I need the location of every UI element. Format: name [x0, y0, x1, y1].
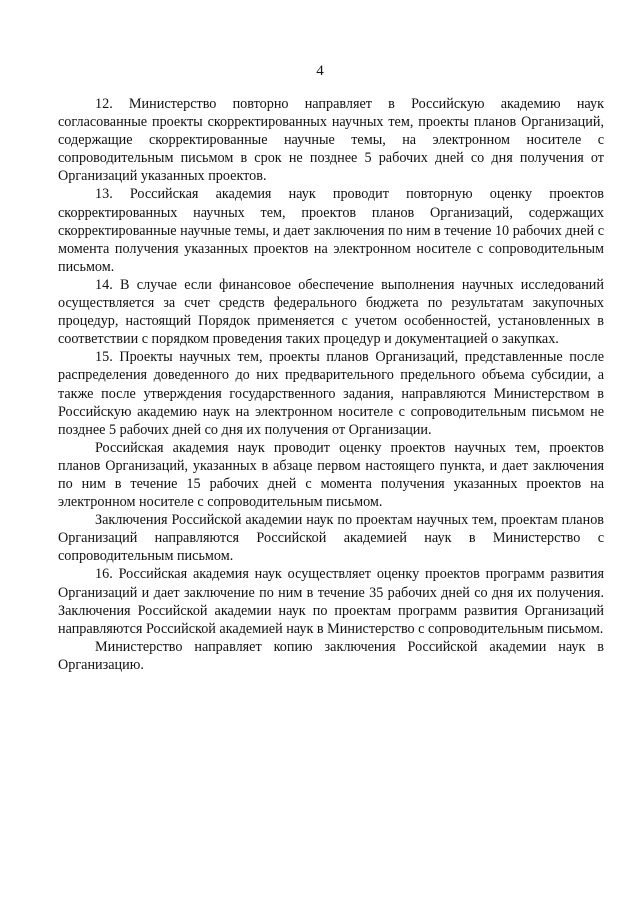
paragraph-15-part-2: Российская академия наук проводит оценку проектов научных тем, проектов планов Организаций, указанных в абзаце первом настоящего пункта, и дает заключения по ним в течение 15 рабочих дней с момента получения указанных проектов на электронном носителе с сопроводительным письмом. [58, 439, 604, 511]
page-number: 4 [316, 63, 324, 79]
paragraph-15-part-3: Заключения Российской академии наук по проектам научных тем, проектам планов Организаций направляются Российской академией наук в Министерство с сопроводительным письмом. [58, 512, 604, 565]
paragraph-14: 14. В случае если финансовое обеспечение выполнения научных исследований осуществляется за счет средств федерального бюджета по результатам закупочных процедур, настоящий Порядок применяется с учетом особенностей, установленных в соответствии с порядком проведения таких процедур и документацией о закупках. [58, 276, 604, 348]
paragraph-15: 15. Проекты научных тем, проекты планов Организаций, представленные после распределения доведенного до них предварительного предельного объема субсидии, а также после утверждения государственного задания, направляются Министерством в Российскую академию наук на электронном носителе с сопроводительным письмом не позднее 5 рабочих дней со дня их получения от Организации. [58, 349, 604, 438]
paragraph-13: 13. Российская академия наук проводит повторную оценку проектов скорректированных научных тем, проектов планов Организаций, содержащих скорректированные научные темы, и дает заключения по ним в течение 10 рабочих дней с момента получения указанных проектов на электронном носителе с сопроводительным письмом. [58, 186, 604, 275]
document-body [58, 95, 604, 674]
paragraph-12: 12. Министерство повторно направляет в Российскую академию наук согласованные проекты скорректированных научных тем, проекты планов Организаций, содержащие скорректированные научные темы, на электронном носителе с сопроводительным письмом в срок не позднее 5 рабочих дней со дня получения от Организаций указанных проектов. [58, 96, 604, 185]
paragraph-16: 16. Российская академия наук осуществляет оценку проектов программ развития Организаций и дает заключение по ним в течение 35 рабочих дней со дня их получения. Заключения Российской академии наук по проектам программ развития Организаций направляются Российской академией наук в Министерство с сопроводительным письмом. [58, 566, 604, 637]
paragraph-16-part-2: Министерство направляет копию заключения Российской академии наук в Организацию. [58, 638, 604, 673]
